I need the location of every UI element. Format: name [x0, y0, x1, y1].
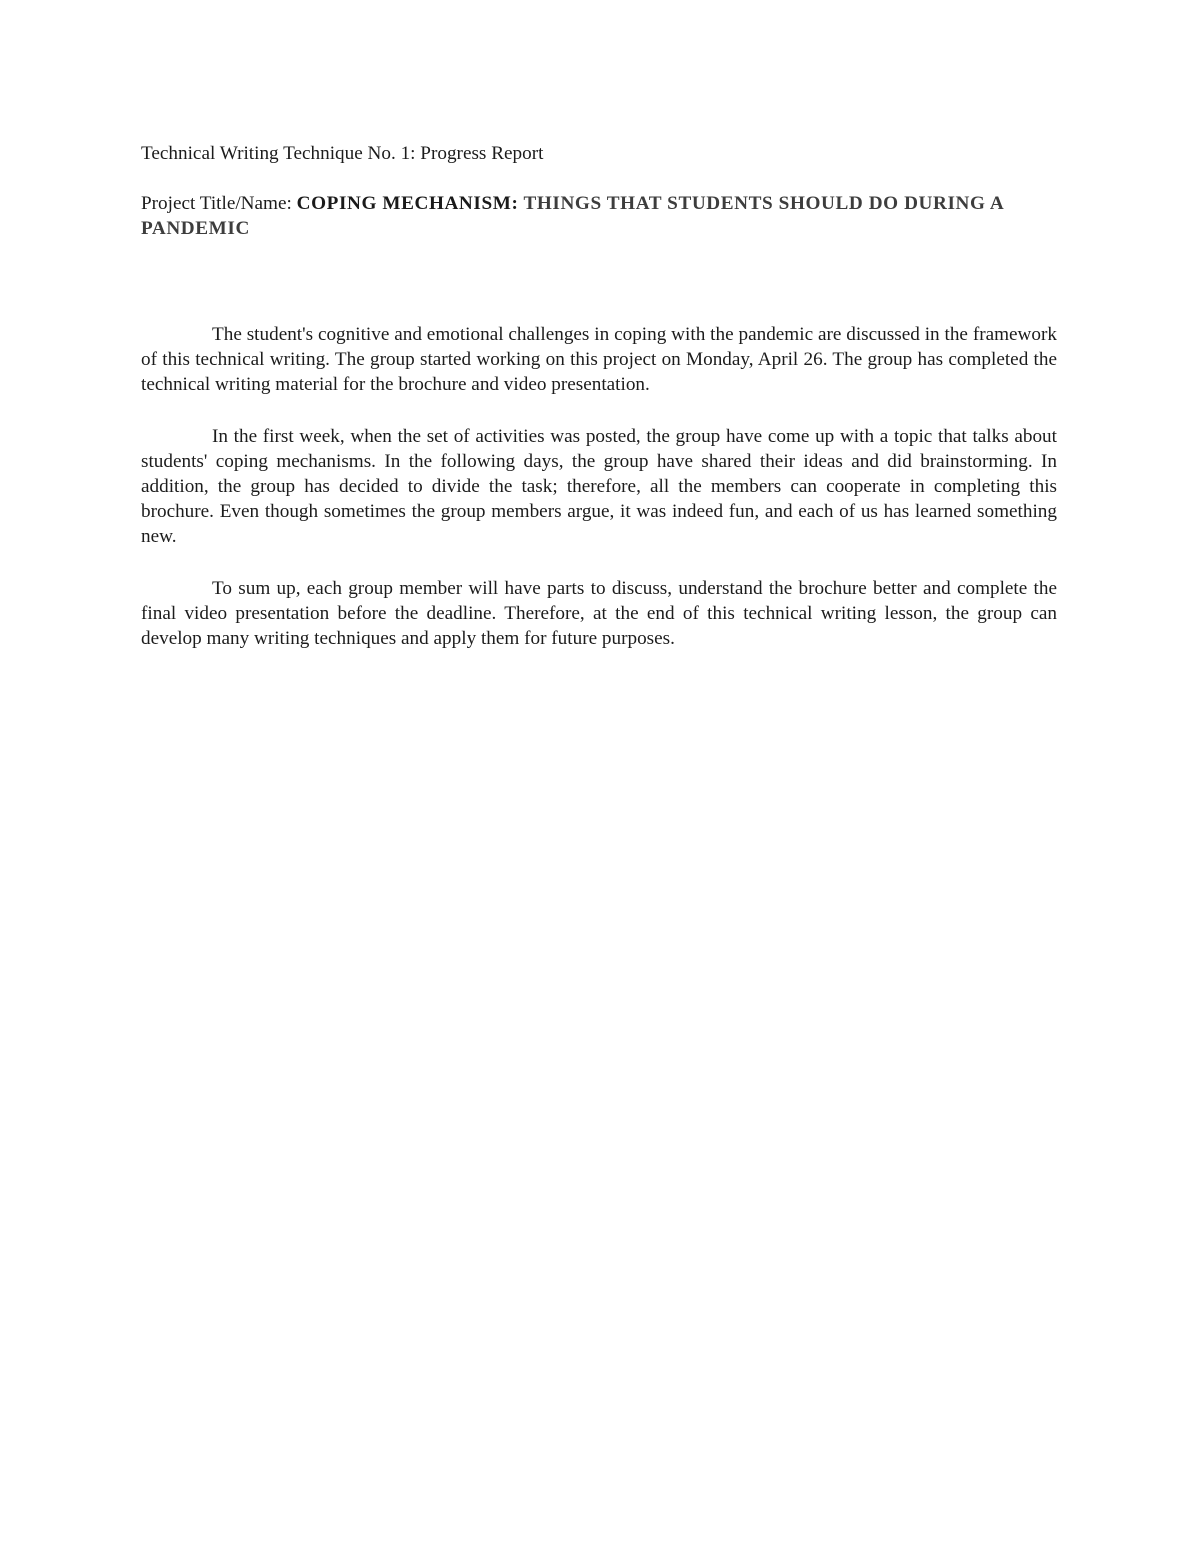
project-title-main: COPING MECHANISM:: [296, 193, 519, 214]
paragraph-first-week: In the first week, when the set of activities was posted, the group have come up with a topic that talks about students' coping mechanisms. In the following days, the group have shared their ideas and did brainstorming. In addition, the group has decided to divide the task; therefore, all the members can cooperate in completing this brochure. Even though sometimes the group members argue, it was indeed fun, and each of us has learned something new.: [141, 426, 1057, 547]
paragraph-conclusion: To sum up, each group member will have parts to discuss, understand the brochure better and complete the final video presentation before the deadline. Therefore, at the end of this technical writing lesson, the group can develop many writing techniques and apply them for future purposes.: [141, 578, 1057, 649]
paragraph-introduction: The student's cognitive and emotional challenges in coping with the pandemic are discussed in the framework of this technical writing. The group started working on this project on Monday, April 26. The group has completed the technical writing material for the brochure and video presentation.: [141, 324, 1057, 395]
project-title-label: Project Title/Name:: [141, 193, 297, 214]
project-title-sub: THINGS THAT STUDENTS SHOULD DO DURING A PANDEMIC: [141, 193, 1004, 239]
document-heading: Technical Writing Technique No. 1: Progress Report: [141, 143, 544, 164]
project-title-line: [141, 191, 1057, 241]
document-body: [141, 140, 1057, 651]
